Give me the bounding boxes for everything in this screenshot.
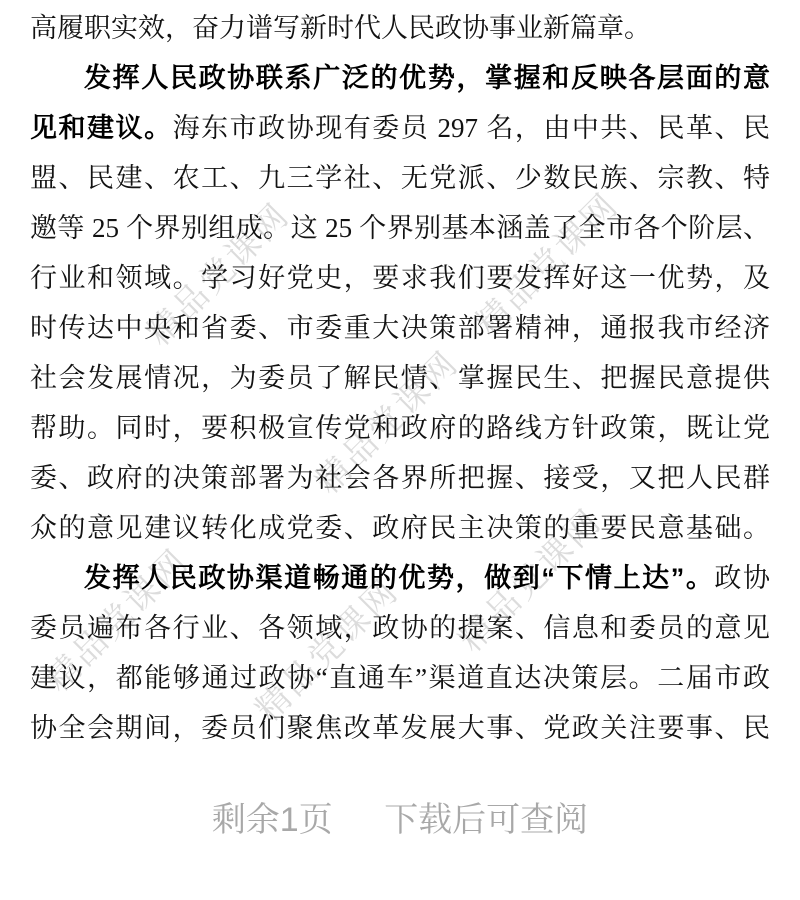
text-segment: 委、政府的决策部署为社会各界所把握、接受，又把人民群 — [30, 463, 770, 493]
document-body — [30, 3, 770, 753]
text-segment: 行业和领域。学习好党史，要求我们要发挥好这一优势，及 — [30, 263, 770, 293]
text-segment: 建议，都能够通过政协“直通车”渠道直达决策层。二届市政 — [30, 663, 770, 693]
text-segment: 政协 — [714, 563, 770, 593]
text-segment: 高履职实效，奋力谱写新时代人民政协事业新篇章。 — [30, 13, 651, 43]
text-line-4 — [30, 153, 770, 203]
watermark-text: 精品党课网 — [451, 501, 610, 660]
text-line-1 — [30, 3, 770, 53]
text-line-12 — [30, 553, 770, 603]
watermark-text: 精品党课网 — [308, 343, 467, 502]
text-line-6 — [30, 253, 770, 303]
text-line-15 — [30, 703, 770, 753]
watermark-text: 精品党课网 — [248, 571, 407, 730]
text-segment: 委员遍布各行业、各领域，政协的提案、信息和委员的意见 — [30, 613, 770, 643]
text-line-7 — [30, 303, 770, 353]
text-segment: 邀等 25 个界别组成。这 25 个界别基本涵盖了全市各个阶层、 — [30, 213, 770, 243]
watermark-text: 精品党课网 — [38, 541, 197, 700]
text-segment: 协全会期间，委员们聚焦改革发展大事、党政关注要事、民 — [30, 713, 770, 743]
text-line-14 — [30, 653, 770, 703]
download-hint-label: 下载后可查阅 — [384, 801, 589, 839]
text-line-10 — [30, 453, 770, 503]
text-line-3 — [30, 103, 770, 153]
bold-segment: 发挥人民政协渠道畅通的优势，做到“下情上达”。 — [84, 563, 715, 593]
bold-segment: 发挥人民政协联系广泛的优势，掌握和反映各层面的意 — [84, 63, 770, 93]
text-segment: 众的意见建议转化成党委、政府民主决策的重要民意基础。 — [30, 513, 770, 543]
text-segment: 盟、民建、农工、九三学社、无党派、少数民族、宗教、特 — [30, 163, 770, 193]
remaining-pages-label: 剩余1页 — [211, 801, 333, 839]
text-segment: 海东市政协现有委员 297 名，由中共、民革、民 — [172, 113, 770, 143]
text-line-11 — [30, 503, 770, 553]
text-line-5 — [30, 203, 770, 253]
bold-segment: 见和建议。 — [30, 113, 173, 143]
text-segment: 帮助。同时，要积极宣传党和政府的路线方针政策，既让党 — [30, 413, 770, 443]
text-segment: 社会发展情况，为委员了解民情、掌握民生、把握民意提供 — [30, 363, 770, 393]
page-footer — [0, 793, 800, 847]
text-line-13 — [30, 603, 770, 653]
text-line-9 — [30, 403, 770, 453]
watermark-text: 精品党课网 — [139, 195, 298, 354]
text-segment: 时传达中央和省委、市委重大决策部署精神，通报我市经济 — [30, 313, 770, 343]
text-line-2 — [30, 53, 770, 103]
watermark-text: 精品党课网 — [468, 185, 627, 344]
text-line-8 — [30, 353, 770, 403]
